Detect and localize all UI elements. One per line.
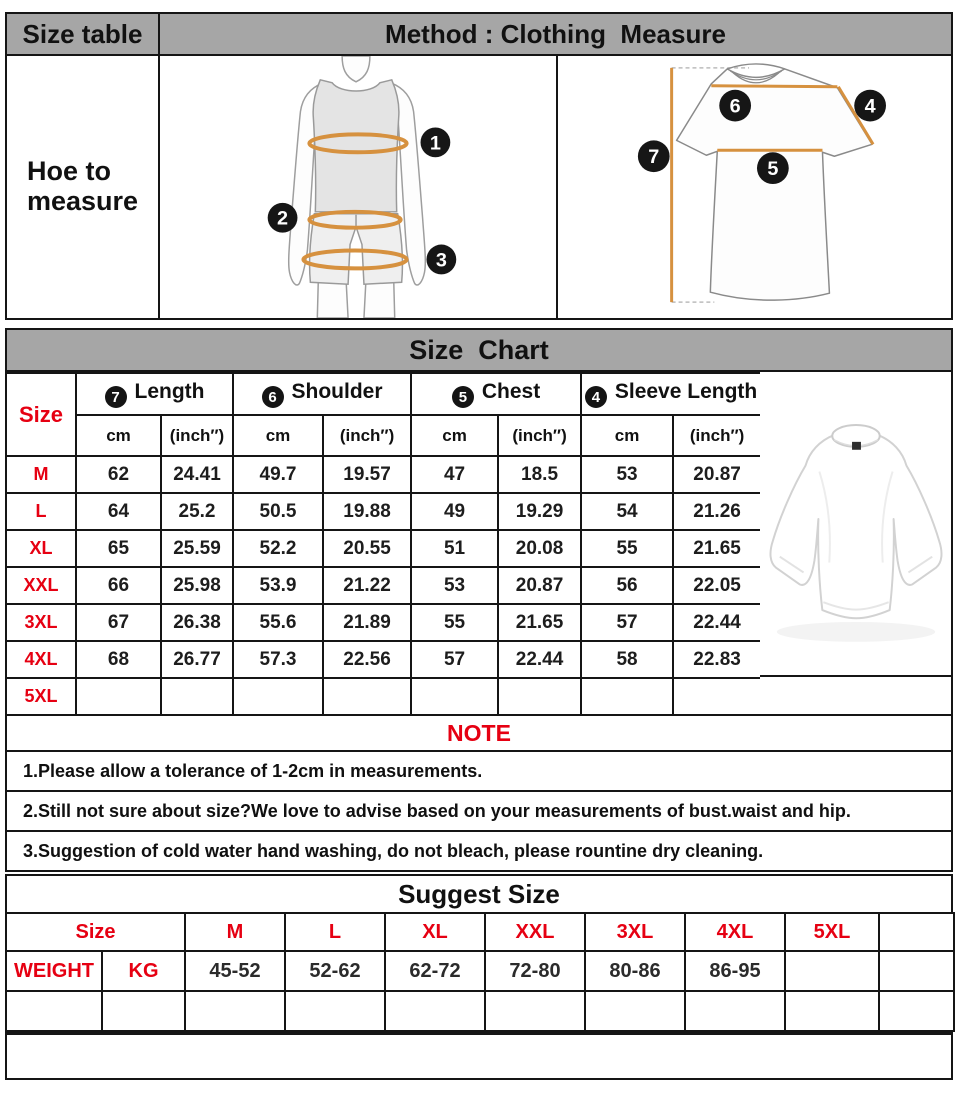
tshirt-measure-illustration [558, 56, 951, 318]
table-cell: 3XL [585, 913, 685, 951]
empty-cell [685, 991, 785, 1031]
sleeve-column-header: 4 Sleeve Length [581, 373, 761, 415]
svg-text:1: 1 [429, 132, 441, 155]
size-row-label: M [6, 456, 76, 493]
method-header: Method : Clothing Measure [385, 18, 726, 49]
measurement-cell [411, 678, 498, 715]
marker-4 [854, 90, 886, 122]
measurement-cell: 19.88 [323, 493, 411, 530]
table-cell: 52-62 [285, 951, 385, 991]
svg-text:2: 2 [277, 207, 289, 230]
empty-cell [385, 991, 485, 1031]
measurement-cell [76, 678, 161, 715]
suggest-size-section [5, 874, 953, 1080]
unit-inch: (inch″) [323, 415, 411, 456]
circled-7-icon: 7 [105, 386, 127, 408]
measurement-cell: 53 [411, 567, 498, 604]
note-item-2: 2.Still not sure about size?We love to advise based on your measurements of bust.waist and hip. [7, 790, 951, 830]
top-body-row [7, 56, 951, 318]
table-cell: 62-72 [385, 951, 485, 991]
measurement-cell: 21.26 [673, 493, 761, 530]
chest-column-header: 5 Chest [411, 373, 581, 415]
kg-unit-label: KG [102, 951, 185, 991]
size-row-label: XL [6, 530, 76, 567]
suggest-size-label: Size [6, 913, 185, 951]
measurement-cell: 55 [411, 604, 498, 641]
suggest-weights-row [6, 951, 954, 991]
measurement-cell: 57.3 [233, 641, 323, 678]
measurement-cell: 51 [411, 530, 498, 567]
measurement-cell: 25.59 [161, 530, 233, 567]
measurement-cell: 65 [76, 530, 161, 567]
table-cell: M [185, 913, 285, 951]
neck-tag [852, 442, 861, 450]
suggest-size-title: Suggest Size [5, 874, 953, 912]
how-to-measure-label [7, 56, 160, 318]
measurement-cell: 62 [76, 456, 161, 493]
size-row-label: 5XL [6, 678, 76, 715]
table-row [6, 641, 761, 678]
empty-cell [485, 991, 585, 1031]
marker-6 [719, 90, 751, 122]
measurement-cell: 50.5 [233, 493, 323, 530]
size-chart-table [5, 372, 762, 716]
measurement-cell: 53.9 [233, 567, 323, 604]
circled-5-icon: 5 [452, 386, 474, 408]
size-chart-rows [6, 456, 761, 715]
note-item-1: 1.Please allow a tolerance of 1-2cm in measurements. [7, 750, 951, 790]
white-sweatshirt-image [760, 372, 951, 675]
size-chart-title: Size Chart [5, 328, 953, 372]
measurement-cell: 47 [411, 456, 498, 493]
measurement-cell [581, 678, 673, 715]
measurement-cell: 21.65 [498, 604, 581, 641]
table-cell: XL [385, 913, 485, 951]
unit-inch: (inch″) [161, 415, 233, 456]
body-figure-illustration [160, 56, 556, 318]
table-cell: 4XL [685, 913, 785, 951]
measurement-cell: 57 [581, 604, 673, 641]
empty-cell [785, 951, 879, 991]
size-row-label: XXL [6, 567, 76, 604]
size-column-header: Size [6, 373, 76, 456]
top-header-row [7, 14, 951, 56]
product-photo [760, 372, 953, 677]
measurement-cell: 58 [581, 641, 673, 678]
empty-cell [879, 913, 954, 951]
measurement-cell: 66 [76, 567, 161, 604]
length-column-header: 7 Length [76, 373, 233, 415]
measurement-cell: 49 [411, 493, 498, 530]
measurement-cell: 52.2 [233, 530, 323, 567]
how-to-line1: Hoe to [27, 156, 111, 187]
measurement-cell: 67 [76, 604, 161, 641]
measurement-cell [323, 678, 411, 715]
measurement-cell: 21.22 [323, 567, 411, 604]
unit-cm: cm [581, 415, 673, 456]
table-row [6, 493, 761, 530]
table-cell: 80-86 [585, 951, 685, 991]
measurement-cell: 64 [76, 493, 161, 530]
table-cell: 72-80 [485, 951, 585, 991]
circled-6-icon: 6 [262, 386, 284, 408]
measurement-cell: 22.83 [673, 641, 761, 678]
measurement-cell: 21.89 [323, 604, 411, 641]
garment-measure-diagram [558, 56, 951, 318]
weight-label: WEIGHT [6, 951, 102, 991]
svg-text:6: 6 [729, 95, 741, 118]
measurement-cell: 20.87 [673, 456, 761, 493]
suggest-footer-empty-row [5, 1032, 953, 1080]
marker-5 [757, 152, 789, 184]
svg-text:5: 5 [767, 158, 779, 181]
measurement-cell [161, 678, 233, 715]
empty-table-cell [760, 677, 953, 714]
unit-inch: (inch″) [673, 415, 761, 456]
marker-1 [421, 127, 451, 157]
measurement-cell: 22.05 [673, 567, 761, 604]
measurement-cell: 55 [581, 530, 673, 567]
note-title: NOTE [447, 719, 511, 746]
measurement-cell: 54 [581, 493, 673, 530]
empty-cell [285, 991, 385, 1031]
table-row [6, 530, 761, 567]
table-row [6, 456, 761, 493]
table-cell: 86-95 [685, 951, 785, 991]
table-row [6, 604, 761, 641]
unit-cm: cm [233, 415, 323, 456]
empty-cell [879, 991, 954, 1031]
measurement-cell: 18.5 [498, 456, 581, 493]
table-row [6, 567, 761, 604]
measurement-cell: 22.44 [498, 641, 581, 678]
size-row-label: 3XL [6, 604, 76, 641]
size-row-label: 4XL [6, 641, 76, 678]
measurement-cell: 26.77 [161, 641, 233, 678]
circled-4-icon: 4 [585, 386, 607, 408]
measure-method-section [5, 12, 953, 320]
size-table-header: Size table [7, 14, 160, 54]
measurement-cell: 20.87 [498, 567, 581, 604]
empty-cell [879, 951, 954, 991]
marker-3 [426, 245, 456, 275]
empty-cell [185, 991, 285, 1031]
table-cell: 5XL [785, 913, 879, 951]
measurement-cell: 19.57 [323, 456, 411, 493]
measurement-cell: 22.56 [323, 641, 411, 678]
how-to-line2: measure [27, 186, 139, 216]
suggest-size-table [5, 912, 955, 1032]
suggest-sizes-row [6, 913, 954, 951]
measurement-cell: 49.7 [233, 456, 323, 493]
note-item-3: 3.Suggestion of cold water hand washing, do not bleach, please rountine dry cleaning. [7, 830, 951, 870]
measurement-cell: 57 [411, 641, 498, 678]
unit-cm: cm [76, 415, 161, 456]
shoulder-column-header: 6 Shoulder [233, 373, 411, 415]
measurement-cell: 53 [581, 456, 673, 493]
measurement-cell: 26.38 [161, 604, 233, 641]
measurement-cell: 24.41 [161, 456, 233, 493]
marker-7 [638, 140, 670, 172]
measurement-cell [498, 678, 581, 715]
measurement-cell: 25.98 [161, 567, 233, 604]
unit-cm: cm [411, 415, 498, 456]
empty-cell [585, 991, 685, 1031]
suggest-blank-row [6, 991, 954, 1031]
measurement-cell: 68 [76, 641, 161, 678]
measurement-cell [233, 678, 323, 715]
measurement-cell: 21.65 [673, 530, 761, 567]
measurement-cell: 55.6 [233, 604, 323, 641]
size-row-label: L [6, 493, 76, 530]
measurement-cell: 20.08 [498, 530, 581, 567]
table-cell: XXL [485, 913, 585, 951]
svg-text:7: 7 [648, 146, 660, 169]
table-cell: L [285, 913, 385, 951]
measurement-cell: 22.44 [673, 604, 761, 641]
measurement-cell [673, 678, 761, 715]
empty-cell [102, 991, 185, 1031]
table-cell: 45-52 [185, 951, 285, 991]
measurement-cell: 20.55 [323, 530, 411, 567]
marker-2 [268, 203, 298, 233]
svg-text:4: 4 [864, 95, 876, 118]
table-row [6, 678, 761, 715]
note-section [5, 714, 953, 872]
empty-cell [6, 991, 102, 1031]
shoulder-measure-line [711, 86, 837, 87]
svg-text:3: 3 [435, 249, 447, 272]
unit-inch: (inch″) [498, 415, 581, 456]
measurement-cell: 56 [581, 567, 673, 604]
measurement-cell: 19.29 [498, 493, 581, 530]
measurement-cell: 25.2 [161, 493, 233, 530]
body-measure-diagram [160, 56, 558, 318]
empty-cell [785, 991, 879, 1031]
